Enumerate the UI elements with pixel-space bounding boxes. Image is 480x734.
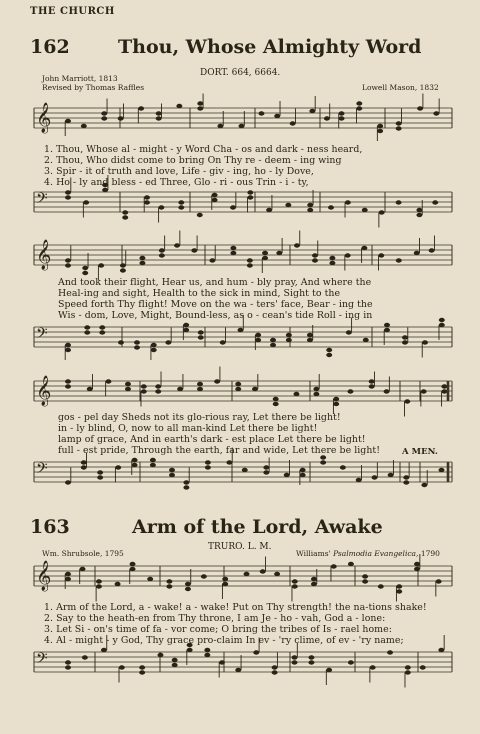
notehead [307, 333, 313, 337]
notehead [158, 205, 164, 209]
hymn-title: Thou, Whose Almighty Word [118, 36, 422, 58]
notehead [441, 384, 447, 388]
notehead [313, 392, 319, 396]
notehead [396, 126, 402, 130]
notehead [65, 258, 71, 262]
notehead [198, 335, 204, 339]
notehead [97, 470, 103, 474]
notehead [172, 663, 178, 667]
notehead [98, 263, 104, 267]
notehead [205, 460, 211, 464]
notehead [212, 193, 218, 197]
author-credit: John Marriott, 1813 [42, 74, 118, 83]
notehead [156, 116, 162, 120]
notehead [183, 485, 189, 489]
notehead [120, 263, 126, 267]
notehead [81, 460, 87, 464]
notehead [177, 387, 183, 391]
notehead [84, 325, 90, 329]
notehead [363, 338, 369, 342]
notehead [403, 475, 409, 479]
notehead [65, 379, 71, 383]
notehead [65, 343, 71, 347]
notehead [339, 116, 345, 120]
notehead [65, 384, 71, 388]
notehead [99, 325, 105, 329]
notehead [329, 256, 335, 260]
notehead [292, 660, 298, 664]
notehead [105, 379, 111, 383]
notehead [197, 101, 203, 105]
treble-clef-icon: 𝄞 [36, 103, 52, 133]
notehead [132, 458, 138, 462]
notehead [150, 463, 156, 467]
notehead [141, 384, 147, 388]
notehead [83, 200, 89, 204]
notehead [379, 210, 385, 214]
notehead [274, 114, 280, 118]
notehead [362, 208, 368, 212]
notehead [356, 106, 362, 110]
notehead [421, 483, 427, 487]
notehead [326, 348, 332, 352]
notehead [290, 121, 296, 125]
notehead [396, 258, 402, 262]
notehead [81, 124, 87, 128]
notehead [356, 478, 362, 482]
notehead [65, 480, 71, 484]
notehead [120, 268, 126, 272]
notehead [253, 650, 259, 654]
notehead [151, 348, 157, 352]
notehead [82, 266, 88, 270]
notehead [197, 213, 203, 217]
treble-clef-icon: 𝄞 [36, 376, 52, 406]
notehead [362, 579, 368, 583]
notehead [252, 387, 258, 391]
notehead [263, 470, 269, 474]
notehead [204, 648, 210, 652]
notehead [312, 253, 318, 257]
notehead [384, 389, 390, 393]
notehead [286, 333, 292, 337]
notehead [159, 253, 165, 257]
treble-clef-icon: 𝄞 [36, 561, 52, 591]
notehead [405, 665, 411, 669]
bass-clef-icon: 𝄢 [36, 325, 48, 346]
notehead [403, 480, 409, 484]
notehead [273, 397, 279, 401]
notehead [377, 129, 383, 133]
source-year: 1790 [420, 549, 440, 558]
notehead [300, 473, 306, 477]
notehead [235, 382, 241, 386]
notehead [422, 340, 428, 344]
notehead [292, 584, 298, 588]
notehead [260, 569, 266, 573]
lyric-line: in - ly blind, O, now to all man-kind Let there be light! [58, 423, 318, 434]
notehead [384, 323, 390, 327]
notehead [125, 382, 131, 386]
notehead [130, 567, 136, 571]
notehead [139, 256, 145, 260]
notehead [235, 668, 241, 672]
notehead [79, 567, 85, 571]
notehead [118, 116, 124, 120]
notehead [361, 246, 367, 250]
notehead [169, 473, 175, 477]
notehead [197, 382, 203, 386]
lyric-line: 4. Al - might - y God, Thy grace pro-claim In ev - 'ry clime, of ev - 'ry name; [44, 635, 404, 646]
notehead [65, 348, 71, 352]
notehead [172, 658, 178, 662]
notehead [377, 124, 383, 128]
notehead [132, 463, 138, 467]
notehead [258, 111, 264, 115]
notehead [174, 243, 180, 247]
notehead [244, 572, 250, 576]
notehead [169, 468, 175, 472]
notehead [115, 582, 121, 586]
notehead [212, 198, 218, 202]
bass-clef-icon: 𝄢 [36, 190, 48, 211]
notehead [370, 665, 376, 669]
notehead [285, 203, 291, 207]
notehead [65, 190, 71, 194]
treble-clef-icon: 𝄞 [36, 240, 52, 270]
reviser-credit: Revised by Thomas Raffles [42, 83, 145, 92]
notehead [82, 271, 88, 275]
notehead [387, 650, 393, 654]
notehead [345, 200, 351, 204]
notehead [272, 665, 278, 669]
notehead [118, 340, 124, 344]
notehead [155, 384, 161, 388]
notehead [272, 670, 278, 674]
hymn-title: Arm of the Lord, Awake [132, 516, 383, 538]
notehead [237, 328, 243, 332]
notehead [134, 340, 140, 344]
notehead [263, 465, 269, 469]
notehead [333, 402, 339, 406]
notehead [165, 340, 171, 344]
notehead [150, 458, 156, 462]
notehead [198, 330, 204, 334]
lyric-line: 2. Thou, Who didst come to bring On Thy re - deem - ing wing [44, 155, 342, 166]
notehead [247, 258, 253, 262]
notehead [329, 261, 335, 265]
lyric-line: gos - pel day Sheds not its glo-rious ray, Let there be light! [58, 412, 341, 423]
notehead [294, 243, 300, 247]
notehead [429, 248, 435, 252]
notehead [230, 251, 236, 255]
lyric-line: lamp of grace, And in earth's dark - est place Let there be light! [58, 434, 366, 445]
notehead [222, 582, 228, 586]
notehead [178, 205, 184, 209]
notehead [87, 387, 93, 391]
notehead [414, 562, 420, 566]
notehead [101, 116, 107, 120]
notehead [183, 480, 189, 484]
notehead [255, 333, 261, 337]
notehead [191, 248, 197, 252]
notehead [348, 660, 354, 664]
notehead [339, 111, 345, 115]
notehead [247, 263, 253, 267]
notehead [324, 116, 330, 120]
notehead [205, 465, 211, 469]
notehead [262, 251, 268, 255]
notehead [372, 475, 378, 479]
notehead [436, 579, 442, 583]
notehead [183, 328, 189, 332]
source-prefix: Williams' [296, 549, 331, 558]
notehead [421, 389, 427, 393]
notehead [247, 190, 253, 194]
notehead [378, 253, 384, 257]
notehead [122, 210, 128, 214]
notehead [270, 338, 276, 342]
notehead [320, 460, 326, 464]
lyric-line: Wis - dom, Love, Might, Bound-less, as o - cean's tide Roll - ing in [58, 310, 373, 321]
tune-name: TRURO. L. M. [208, 542, 272, 552]
author-credit: Wm. Shrubsole, 1795 [42, 549, 124, 558]
notehead [432, 200, 438, 204]
notehead [441, 389, 447, 393]
notehead [348, 562, 354, 566]
notehead [101, 648, 107, 652]
notehead [122, 215, 128, 219]
notehead [166, 579, 172, 583]
notehead [178, 200, 184, 204]
notehead [141, 389, 147, 393]
notehead [82, 655, 88, 659]
notehead [201, 574, 207, 578]
notehead [166, 584, 172, 588]
notehead [139, 261, 145, 265]
notehead [151, 343, 157, 347]
notehead [147, 577, 153, 581]
notehead [101, 111, 107, 115]
notehead [378, 584, 384, 588]
notehead [308, 660, 314, 664]
notehead [187, 648, 193, 652]
notehead [308, 655, 314, 659]
notehead [402, 335, 408, 339]
notehead [388, 473, 394, 477]
notehead [402, 340, 408, 344]
notehead [326, 668, 332, 672]
bass-clef-icon: 𝄢 [36, 650, 48, 671]
notehead [99, 330, 105, 334]
notehead [369, 379, 375, 383]
notehead [433, 111, 439, 115]
notehead [185, 582, 191, 586]
notehead [65, 263, 71, 267]
composer-credit: Lowell Mason, 1832 [362, 83, 439, 92]
notehead [96, 579, 102, 583]
notehead [384, 328, 390, 332]
notehead [65, 119, 71, 123]
notehead [134, 345, 140, 349]
notehead [65, 572, 71, 576]
notehead [286, 338, 292, 342]
lyric-line: And took their flight, Hear us, and hum - bly pray, And where the [58, 277, 372, 288]
notehead [270, 343, 276, 347]
notehead [125, 387, 131, 391]
lyric-line: Heal-ing and sight, Health to the sick in mind, Sight to the [58, 288, 341, 299]
notehead [404, 399, 410, 403]
notehead [313, 387, 319, 391]
notehead [65, 665, 71, 669]
notehead [300, 468, 306, 472]
notehead [119, 665, 125, 669]
notehead [328, 205, 334, 209]
notehead [183, 323, 189, 327]
notehead [347, 389, 353, 393]
notehead [331, 564, 337, 568]
notehead [276, 251, 282, 255]
notehead [307, 203, 313, 207]
notehead [262, 256, 268, 260]
source-credit [296, 549, 440, 558]
notehead [284, 473, 290, 477]
notehead [214, 379, 220, 383]
section-label: THE CHURCH [30, 6, 115, 17]
lyric-line: 4. Ho - ly and bless - ed Three, Glo - ri - ous Trin - i - ty, [44, 177, 309, 188]
notehead [81, 465, 87, 469]
notehead [439, 468, 445, 472]
notehead [130, 562, 136, 566]
notehead [97, 475, 103, 479]
notehead [239, 124, 245, 128]
notehead [311, 582, 317, 586]
notehead [242, 468, 248, 472]
notehead [307, 208, 313, 212]
notehead [235, 387, 241, 391]
notehead [396, 584, 402, 588]
notehead [155, 389, 161, 393]
source-title: Psalmodia Evangelica, [333, 549, 419, 558]
notehead [274, 572, 280, 576]
notehead [159, 248, 165, 252]
notehead [157, 653, 163, 657]
notehead [439, 318, 445, 322]
notehead [65, 660, 71, 664]
notehead [345, 253, 351, 257]
notehead [340, 465, 346, 469]
lyric-line: Speed forth Thy flight! Move on the wa - ters' face, Bear - ing the [58, 299, 373, 310]
notehead [356, 101, 362, 105]
lyric-line: 1. Thou, Whose al - might - y Word Cha - os and dark - ness heard, [44, 144, 363, 155]
notehead [416, 208, 422, 212]
notehead [362, 574, 368, 578]
notehead [219, 660, 225, 664]
hymn-number: 163 [30, 516, 70, 538]
notehead [102, 188, 108, 192]
notehead [217, 124, 223, 128]
amen-label: A MEN. [402, 447, 438, 457]
notehead [369, 384, 375, 388]
lyric-line: 2. Say to the heath-en from Thy throne, I am Je - ho - vah, God a - lone: [44, 613, 386, 624]
notehead [65, 577, 71, 581]
lyric-line: full - est pride, Through the earth, far and wide, Let there be light! [58, 445, 381, 456]
notehead [220, 340, 226, 344]
notehead [226, 460, 232, 464]
notehead [197, 106, 203, 110]
notehead [156, 111, 162, 115]
notehead [255, 338, 261, 342]
notehead [139, 665, 145, 669]
lyric-line: 1. Arm of the Lord, a - wake! a - wake! Put on Thy strength! the na-tions shake! [44, 602, 427, 613]
hymn-number: 162 [30, 36, 70, 58]
tune-name: DORT. 664, 6664. [200, 68, 281, 78]
notehead [185, 587, 191, 591]
notehead [138, 106, 144, 110]
notehead [405, 670, 411, 674]
notehead [144, 195, 150, 199]
notehead [293, 392, 299, 396]
notehead [115, 465, 121, 469]
notehead [230, 205, 236, 209]
notehead [65, 195, 71, 199]
lyric-line: 3. Spir - it of truth and love, Life - giv - ing, ho - ly Dove, [44, 166, 314, 177]
notehead [292, 655, 298, 659]
notehead [311, 577, 317, 581]
notehead [333, 397, 339, 401]
notehead [438, 648, 444, 652]
notehead [204, 653, 210, 657]
notehead [416, 213, 422, 217]
notehead [307, 338, 313, 342]
notehead [309, 109, 315, 113]
notehead [396, 589, 402, 593]
notehead [420, 665, 426, 669]
notehead [84, 330, 90, 334]
bass-clef-icon: 𝄢 [36, 460, 48, 481]
notehead [396, 200, 402, 204]
notehead [197, 387, 203, 391]
notehead [414, 251, 420, 255]
notehead [176, 104, 182, 108]
notehead [247, 195, 253, 199]
notehead [312, 258, 318, 262]
notehead [139, 670, 145, 674]
notehead [417, 106, 423, 110]
notehead [396, 121, 402, 125]
notehead [266, 208, 272, 212]
notehead [96, 584, 102, 588]
notehead [439, 323, 445, 327]
notehead [346, 330, 352, 334]
notehead [222, 577, 228, 581]
notehead [230, 246, 236, 250]
notehead [326, 353, 332, 357]
notehead [209, 258, 215, 262]
notehead [273, 402, 279, 406]
lyric-line: 3. Let Si - on's time of fa - vor come; O bring the tribes of Is - rael home: [44, 624, 392, 635]
notehead [414, 567, 420, 571]
notehead [292, 579, 298, 583]
notehead [144, 200, 150, 204]
